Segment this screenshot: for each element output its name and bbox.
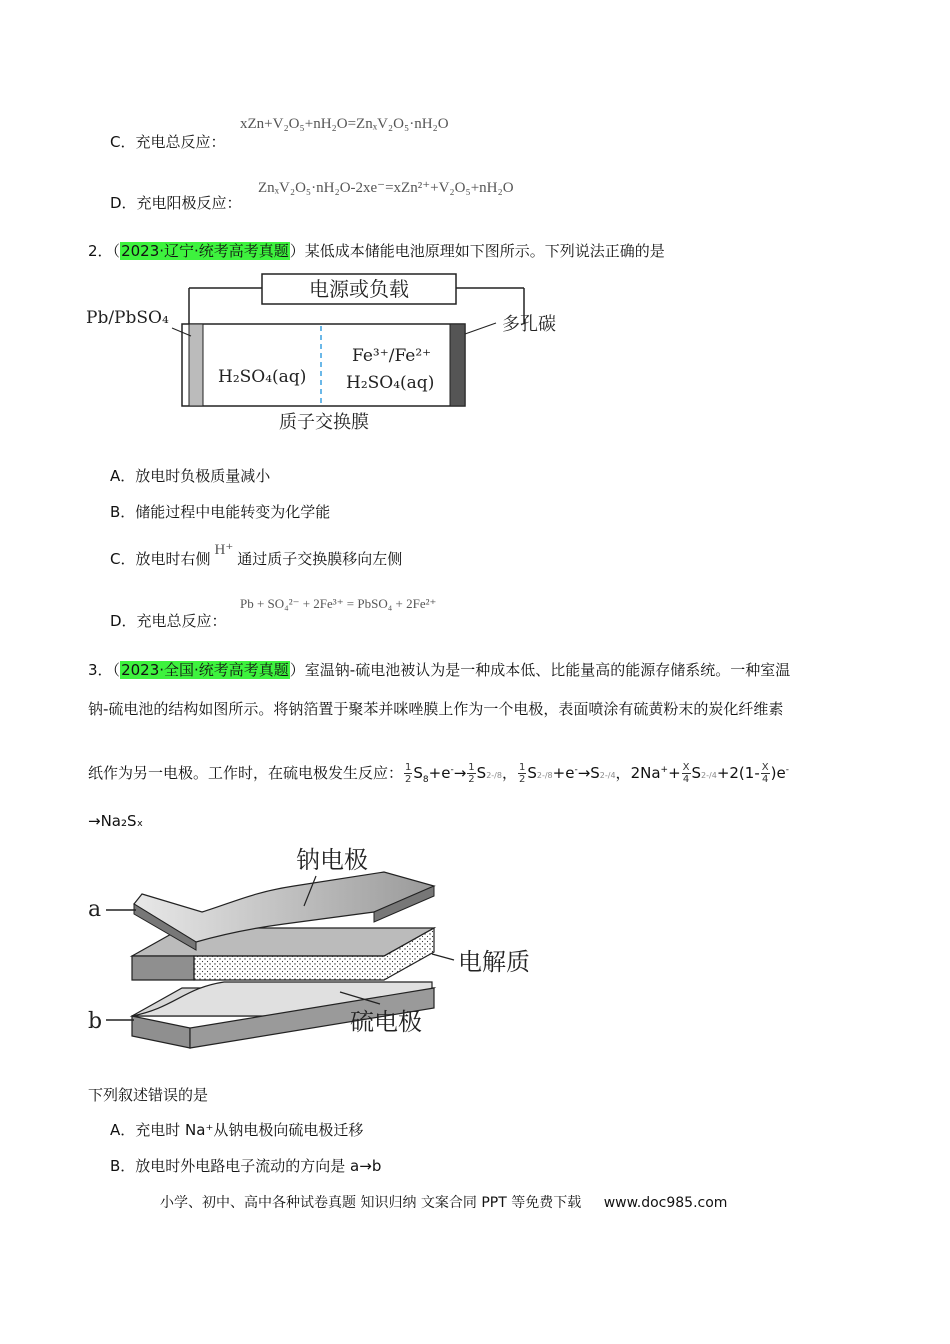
option-c-label: C．充电总反应： <box>110 133 226 151</box>
q3-source-open: （ <box>112 661 121 679</box>
q2-source-tag: 2023·辽宁·统考高考真题 <box>121 242 289 260</box>
q3-stem-line2: 钠-硫电池的结构如图所示。将钠箔置于聚苯并咪唑膜上作为一个电极，表面喷涂有硫黄粉末的炭化纤维素 <box>88 700 784 718</box>
footer <box>160 1192 727 1212</box>
q2-number: 2． <box>88 242 113 260</box>
q3-source-tag: 2023·全国·统考高考真题 <box>121 661 289 679</box>
q3-stem-line4: →Na₂Sₓ <box>88 812 144 830</box>
q3-reaction-1: $\frac{1}{2}$ $S_8+e^-\to$ $\frac{1}{2}$ S2-/8， <box>405 762 517 785</box>
q3-source-close: ） <box>289 661 305 679</box>
q3-line-3 <box>88 762 789 785</box>
option-d-label: D．充电阳极反应： <box>110 194 242 212</box>
q2-option-c-tail: 通过质子交换膜移向左侧 <box>237 550 403 568</box>
q2-source-open: （ <box>112 242 121 260</box>
sodium-sulfur-diagram <box>84 838 554 1050</box>
right-solution-acid: H₂SO₄(aq) <box>346 373 435 393</box>
q3-stem-line1: 室温钠-硫电池被认为是一种成本低、比能量高的能源存储系统。一种室温 <box>304 661 791 679</box>
right-solution-ions: Fe³⁺/Fe²⁺ <box>352 346 432 366</box>
battery-diagram <box>84 268 584 438</box>
q3-number: 3． <box>88 661 113 679</box>
q2-option-b: B．储能过程中电能转变为化学能 <box>110 503 331 521</box>
q2-option-c-label: C．放电时右侧 <box>110 550 211 568</box>
q3-stem-line3: 纸作为另一电极。工作时，在硫电极发生反应： <box>88 764 404 782</box>
q3-option-b: B．放电时外电路电子流动的方向是 a→b <box>110 1157 382 1175</box>
pb-electrode <box>189 324 203 406</box>
q2-option-a: A．放电时负极质量减小 <box>110 467 271 485</box>
q3-reaction-2: $\frac{1}{2}$ S2-/8+e-→S2-/4， <box>518 762 631 785</box>
footer-text: 小学、初中、高中各种试卷真题 知识归纳 文案合同 PPT 等免费下载 <box>160 1195 582 1211</box>
q3-question: 下列叙述错误的是 <box>88 1086 209 1104</box>
sodium-electrode-label: 钠电极 <box>296 846 368 874</box>
terminal-a-label: a <box>88 897 102 922</box>
right-electrode-label: 多孔碳 <box>502 314 556 335</box>
q2-option-c-ion: H⁺ <box>214 542 234 558</box>
q2-stem: 某低成本储能电池原理如下图所示。下列说法正确的是 <box>304 242 665 260</box>
q2-option-d-formula: Pb + SO₄²⁻ + 2Fe³⁺ = PbSO₄ + 2Fe²⁺ <box>240 596 437 611</box>
q3-line-1 <box>88 659 790 680</box>
footer-url[interactable]: www.doc985.com <box>603 1195 728 1211</box>
membrane-label: 质子交换膜 <box>279 412 369 433</box>
q3-reaction-3: 2Na++ $\frac{X}{4}$ S2-/4+2(1- $\frac{X}{4}$ )e- <box>630 762 789 785</box>
q3-option-a: A．充电时 Na⁺从钠电极向硫电极迁移 <box>110 1121 364 1139</box>
electrolyte-label: 电解质 <box>458 948 530 976</box>
option-c-formula: xZn+V₂O₅+nH₂O=ZnₓV₂O₅·nH₂O <box>240 116 449 132</box>
option-d-formula: ZnₓV₂O₅·nH₂O-2xe⁻=xZn²⁺+V₂O₅+nH₂O <box>258 180 514 196</box>
left-solution: H₂SO₄(aq) <box>218 367 307 387</box>
q2-option-c <box>110 542 403 569</box>
terminal-b-label: b <box>88 1009 103 1034</box>
q2-line <box>88 240 665 261</box>
q2-option-d-label: D．充电总反应： <box>110 612 227 630</box>
sulfur-electrode-label: 硫电极 <box>350 1008 422 1036</box>
carbon-electrode <box>450 324 465 406</box>
left-electrode-label: Pb/PbSO₄ <box>86 308 169 328</box>
q2-source-close: ） <box>289 242 305 260</box>
power-load-label: 电源或负载 <box>309 277 409 301</box>
